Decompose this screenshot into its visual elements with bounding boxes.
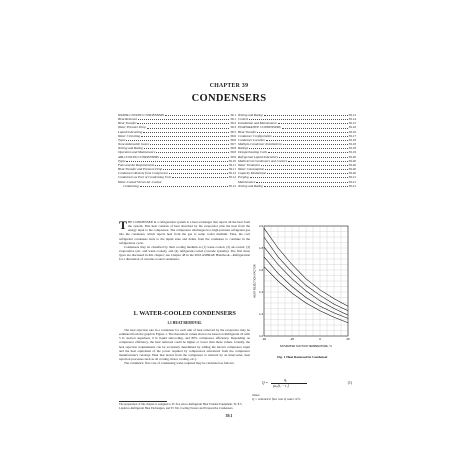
toc-entry-page: 39.20 — [348, 162, 356, 167]
toc-leader — [268, 150, 348, 153]
toc-entry-label: Noncondensable Gases — [118, 142, 149, 147]
toc-entry-label: Heat Transfer and Pressure Drop — [118, 167, 163, 172]
toc-entry-page: 39.14 — [348, 117, 356, 122]
toc-entry-label: Refrigerant Liquid Subcoolers — [238, 154, 279, 159]
intro-paragraph-2: Condensers may be classified by their cooling medium as (1) water-cooled, (2) air-cooled, (3) evaporative (air- and water-cooled), and (4) refrigerant-cooled (cascade systems). The first three types are discussed in this chapter; see Chapter 48 in the 2016 ASHRAE Handbook—Refrigeration for a discussion of cascade-cooled condensers. — [119, 244, 250, 262]
section-heading: 1. WATER-COOLED CONDENSERS — [133, 310, 236, 317]
toc-entry-page: 39.15 — [348, 121, 356, 126]
toc-entry-label: Condensers Remote from Compressor — [118, 171, 169, 176]
body-paragraph-1: The heat rejection rate in a condenser for each unit of heat removed by the evaporator may be estimated from the graph in Figure 1. The theoretical values shown are based on Refrigerant 22 with 5 K suction superheat, 0 K liquid subcooling, and 80% compressor efficiency. Depending on compressor efficiency, the heat removed could be higher or lower than these values. Usually, the heat rejection requirements can be accurately determined by adding the known compressor input and the heat equivalent of the power required by compressors referenced from the compressor manufacturer's catalogs. Heat that leaves from the compressor is reduced by an intercooler, heat rejection processes such as oil cooling, motor cooling, etc.). — [119, 328, 250, 362]
toc-entry — [238, 184, 356, 188]
toc-entry-page: 39.18 — [348, 146, 356, 151]
toc-leader — [283, 142, 348, 145]
toc-entry-label: Liquid Subcooling — [118, 129, 143, 134]
toc-leader — [279, 155, 347, 158]
toc-entry-label: Desuperheating Coils — [238, 150, 267, 155]
toc-entry-page: 39.18 — [348, 137, 356, 142]
toc-leader — [249, 146, 348, 149]
toc-entry-page: 39.8 — [230, 146, 236, 151]
toc-entry-page: 39.9 — [230, 154, 236, 159]
toc-leader — [267, 171, 347, 174]
x-tick-label: -20 — [289, 337, 295, 341]
toc-leader — [160, 155, 229, 158]
equation-numerator: qₓ — [284, 378, 287, 382]
toc-leader — [266, 138, 348, 141]
equation-denominator: ρcₚ(t₂ − t₁) — [273, 384, 289, 388]
y-axis-label: HEAT REJECTION FACTOR — [253, 264, 257, 298]
intro-paragraph — [119, 220, 250, 245]
subsection-heading: 1.1 HEAT REMOVAL — [167, 321, 202, 325]
toc-entry-label: Installation and Maintenance — [238, 121, 278, 126]
toc-entry-label: Condensing — [123, 183, 139, 188]
toc-entry-label: Ratings — [238, 146, 249, 151]
toc-entry-page: 39.8 — [230, 150, 236, 155]
toc-leader — [278, 121, 348, 124]
toc-entry-label: Condenser Configuration — [238, 133, 272, 138]
toc-leader — [156, 150, 229, 153]
page-number: 39.1 — [225, 413, 233, 418]
toc-entry-page: 39.12 — [348, 113, 356, 117]
toc-entry-page: 39.17 — [348, 133, 356, 138]
y-tick-label: 1.4 — [259, 290, 263, 294]
figure-caption: Fig. 1 Heat Removed in Condenser — [277, 355, 328, 359]
toc-entry-page: 39.21 — [348, 175, 356, 180]
toc-entry-page: 39.5 — [230, 129, 236, 134]
toc-leader — [141, 134, 229, 137]
toc-leader — [143, 130, 229, 133]
toc-entry-page: 39.18 — [348, 142, 356, 147]
toc-entry-label: Water-Cooled Versus Air-Cooled — [118, 179, 162, 184]
toc-leader — [249, 117, 347, 120]
toc-entry-page: 39.16 — [348, 129, 356, 134]
toc-leader — [261, 163, 348, 166]
drop-cap: T — [119, 218, 128, 232]
y-tick-label: 1.0 — [259, 334, 263, 338]
equation-number: (1) — [347, 381, 352, 385]
toc-leader — [165, 113, 229, 116]
y-tick-label: 1.2 — [259, 312, 263, 316]
toc-entry-label: Testing and Rating — [238, 183, 263, 188]
toc-leader — [250, 175, 348, 178]
toc-leader — [155, 163, 228, 166]
intro-paragraph-1: HE CONDENSER in a refrigeration system is a heat exchanger that rejects all the heat from the system. This heat consists of heat absorbed by the evaporator plus the heat from the energy input to the compressor. The compressor discharges hot, high-pressure refrigerant gas into the condenser, which rejects heat from the gas to some cooler medium. Thus, the cool refrigerant condenses back to the liquid state and drains from the condenser to continue in the refrigeration cycle. — [119, 220, 250, 245]
toc-entry-label: Condensers as Part of Condensing Unit — [118, 175, 171, 180]
toc-leader — [138, 117, 229, 120]
toc-entry-label: Maintenance — [238, 179, 256, 184]
y-tick-label: 1.6 — [259, 268, 263, 272]
toc-entry-page: 39.6 — [230, 137, 236, 142]
x-axis-label: SATURATED SUCTION TEMPERATURE, °C — [279, 345, 333, 348]
toc-entry-page: 39.12 — [228, 171, 236, 176]
toc-entry-page: 39.16 — [348, 125, 356, 130]
toc-entry-page: 39.20 — [348, 154, 356, 159]
intro-text — [119, 220, 250, 262]
toc-entry-label: Multicircuit Condensers and Coolers — [238, 158, 288, 163]
toc-entry-label: Types — [118, 158, 126, 163]
equation-where: where — [252, 393, 260, 397]
toc-entry-page: 39.20 — [348, 171, 356, 176]
toc-leader — [265, 167, 347, 170]
toc-entry-label: Types — [118, 137, 126, 142]
toc-entry-page: 39.11 — [228, 167, 236, 172]
toc-entry-page: 39.21 — [348, 179, 356, 184]
toc-entry-label: Testing and Rating — [238, 113, 263, 117]
body-text — [119, 328, 250, 365]
toc-entry-page: 39.1 — [230, 117, 236, 122]
toc-leader — [282, 125, 348, 128]
toc-leader — [288, 159, 348, 162]
x-tick-label: 0 — [319, 337, 321, 341]
toc-leader — [150, 142, 229, 145]
toc-entry-label: Operation and Maintenance — [118, 150, 156, 155]
toc-right-column — [238, 113, 356, 188]
toc-entry-page: 39.11 — [228, 162, 236, 167]
y-tick-label: 1.8 — [259, 246, 263, 250]
toc-entry-page: 39.20 — [348, 158, 356, 163]
toc-entry-label: Multiple-Condenser Installations — [238, 142, 282, 147]
chapter-label: CHAPTER 39 — [209, 83, 249, 89]
equation-lhs: Q = — [262, 381, 268, 385]
toc-entry-page: 39.21 — [348, 183, 356, 188]
toc-entry-label: Water Circuiting — [118, 133, 141, 138]
toc-entry-page: 39.12 — [228, 175, 236, 180]
toc-entry-page: 39.2 — [230, 121, 236, 126]
toc-entry-page: 39.1 — [230, 113, 236, 117]
toc-entry-page: 39.7 — [230, 142, 236, 147]
toc-entry-label: Control — [238, 117, 249, 122]
toc-leader — [144, 146, 229, 149]
toc-leader — [126, 159, 227, 162]
toc-leader — [163, 167, 228, 170]
toc-entry — [118, 184, 236, 188]
toc-entry-label: Fans and Air Requirements — [118, 162, 155, 167]
toc-leader — [137, 121, 229, 124]
toc-entry-page: 39.12 — [228, 183, 236, 188]
chart-ticks — [259, 224, 350, 341]
toc-entry-label: EVAPORATIVE CONDENSERS — [238, 125, 281, 130]
toc-leader — [147, 125, 230, 128]
toc-entry-label: Testing and Rating — [118, 146, 143, 151]
toc-entry-label: Water Treatment — [238, 162, 260, 167]
toc-entry-page: 39.20 — [348, 167, 356, 172]
toc-entry-page: 39.6 — [230, 133, 236, 138]
y-tick-label: 2.0 — [259, 224, 263, 228]
toc-entry-label: Water Pressure Drop — [118, 125, 146, 130]
toc-entry-label: WATER-COOLED CONDENSERS — [118, 113, 165, 117]
toc-leader — [264, 184, 348, 187]
toc-leader — [256, 180, 347, 183]
x-tick-label: 20 — [346, 337, 350, 341]
toc-leader — [172, 175, 228, 178]
equation-definition: Q = volumetric flow rate of water, m³/s — [252, 397, 301, 401]
heat-rejection-chart — [252, 222, 353, 350]
footnote: The preparation of this chapter is assigned to TC 8.4, Air-to-Refrigerant Heat Transfer Equipment, TC 8.5, Liquid-to-Refrigerant Heat Exchangers, and TC 8.6, Cooling Towers and Evaporative Condensers. — [119, 402, 243, 410]
toc-leader — [264, 113, 348, 116]
toc-leader — [257, 130, 347, 133]
toc-leader — [140, 184, 228, 187]
toc-entry-page: 39.19 — [348, 150, 356, 155]
toc-left-column — [118, 113, 236, 188]
body-paragraph-2: The volumetric flow rate of condensing water required may be calculated as follows: — [124, 361, 235, 366]
toc-leader — [126, 138, 229, 141]
toc-leader — [273, 134, 348, 137]
toc-entry-page: 39.3 — [230, 125, 236, 130]
toc-entry-label: Capacity Modulation — [238, 171, 267, 176]
toc-entry-label: Heat Transfer — [118, 121, 137, 126]
toc-entry-label: Heat Removal — [118, 117, 137, 122]
toc-entry-label: AIR-COOLED CONDENSERS — [118, 154, 159, 159]
chart-grid — [264, 226, 348, 336]
toc-leader — [169, 171, 228, 174]
toc-entry-label: Purging — [238, 175, 249, 180]
equation-1 — [262, 379, 352, 389]
toc-entry-label: Heat Transfer — [238, 129, 257, 134]
toc-entry-page: 39.10 — [228, 158, 236, 163]
x-tick-label: -40 — [261, 337, 267, 341]
toc-entry-label: Condenser Location — [238, 137, 265, 142]
toc-entry-label: Water Consumption — [238, 167, 265, 172]
chapter-title: CONDENSERS — [191, 93, 267, 104]
